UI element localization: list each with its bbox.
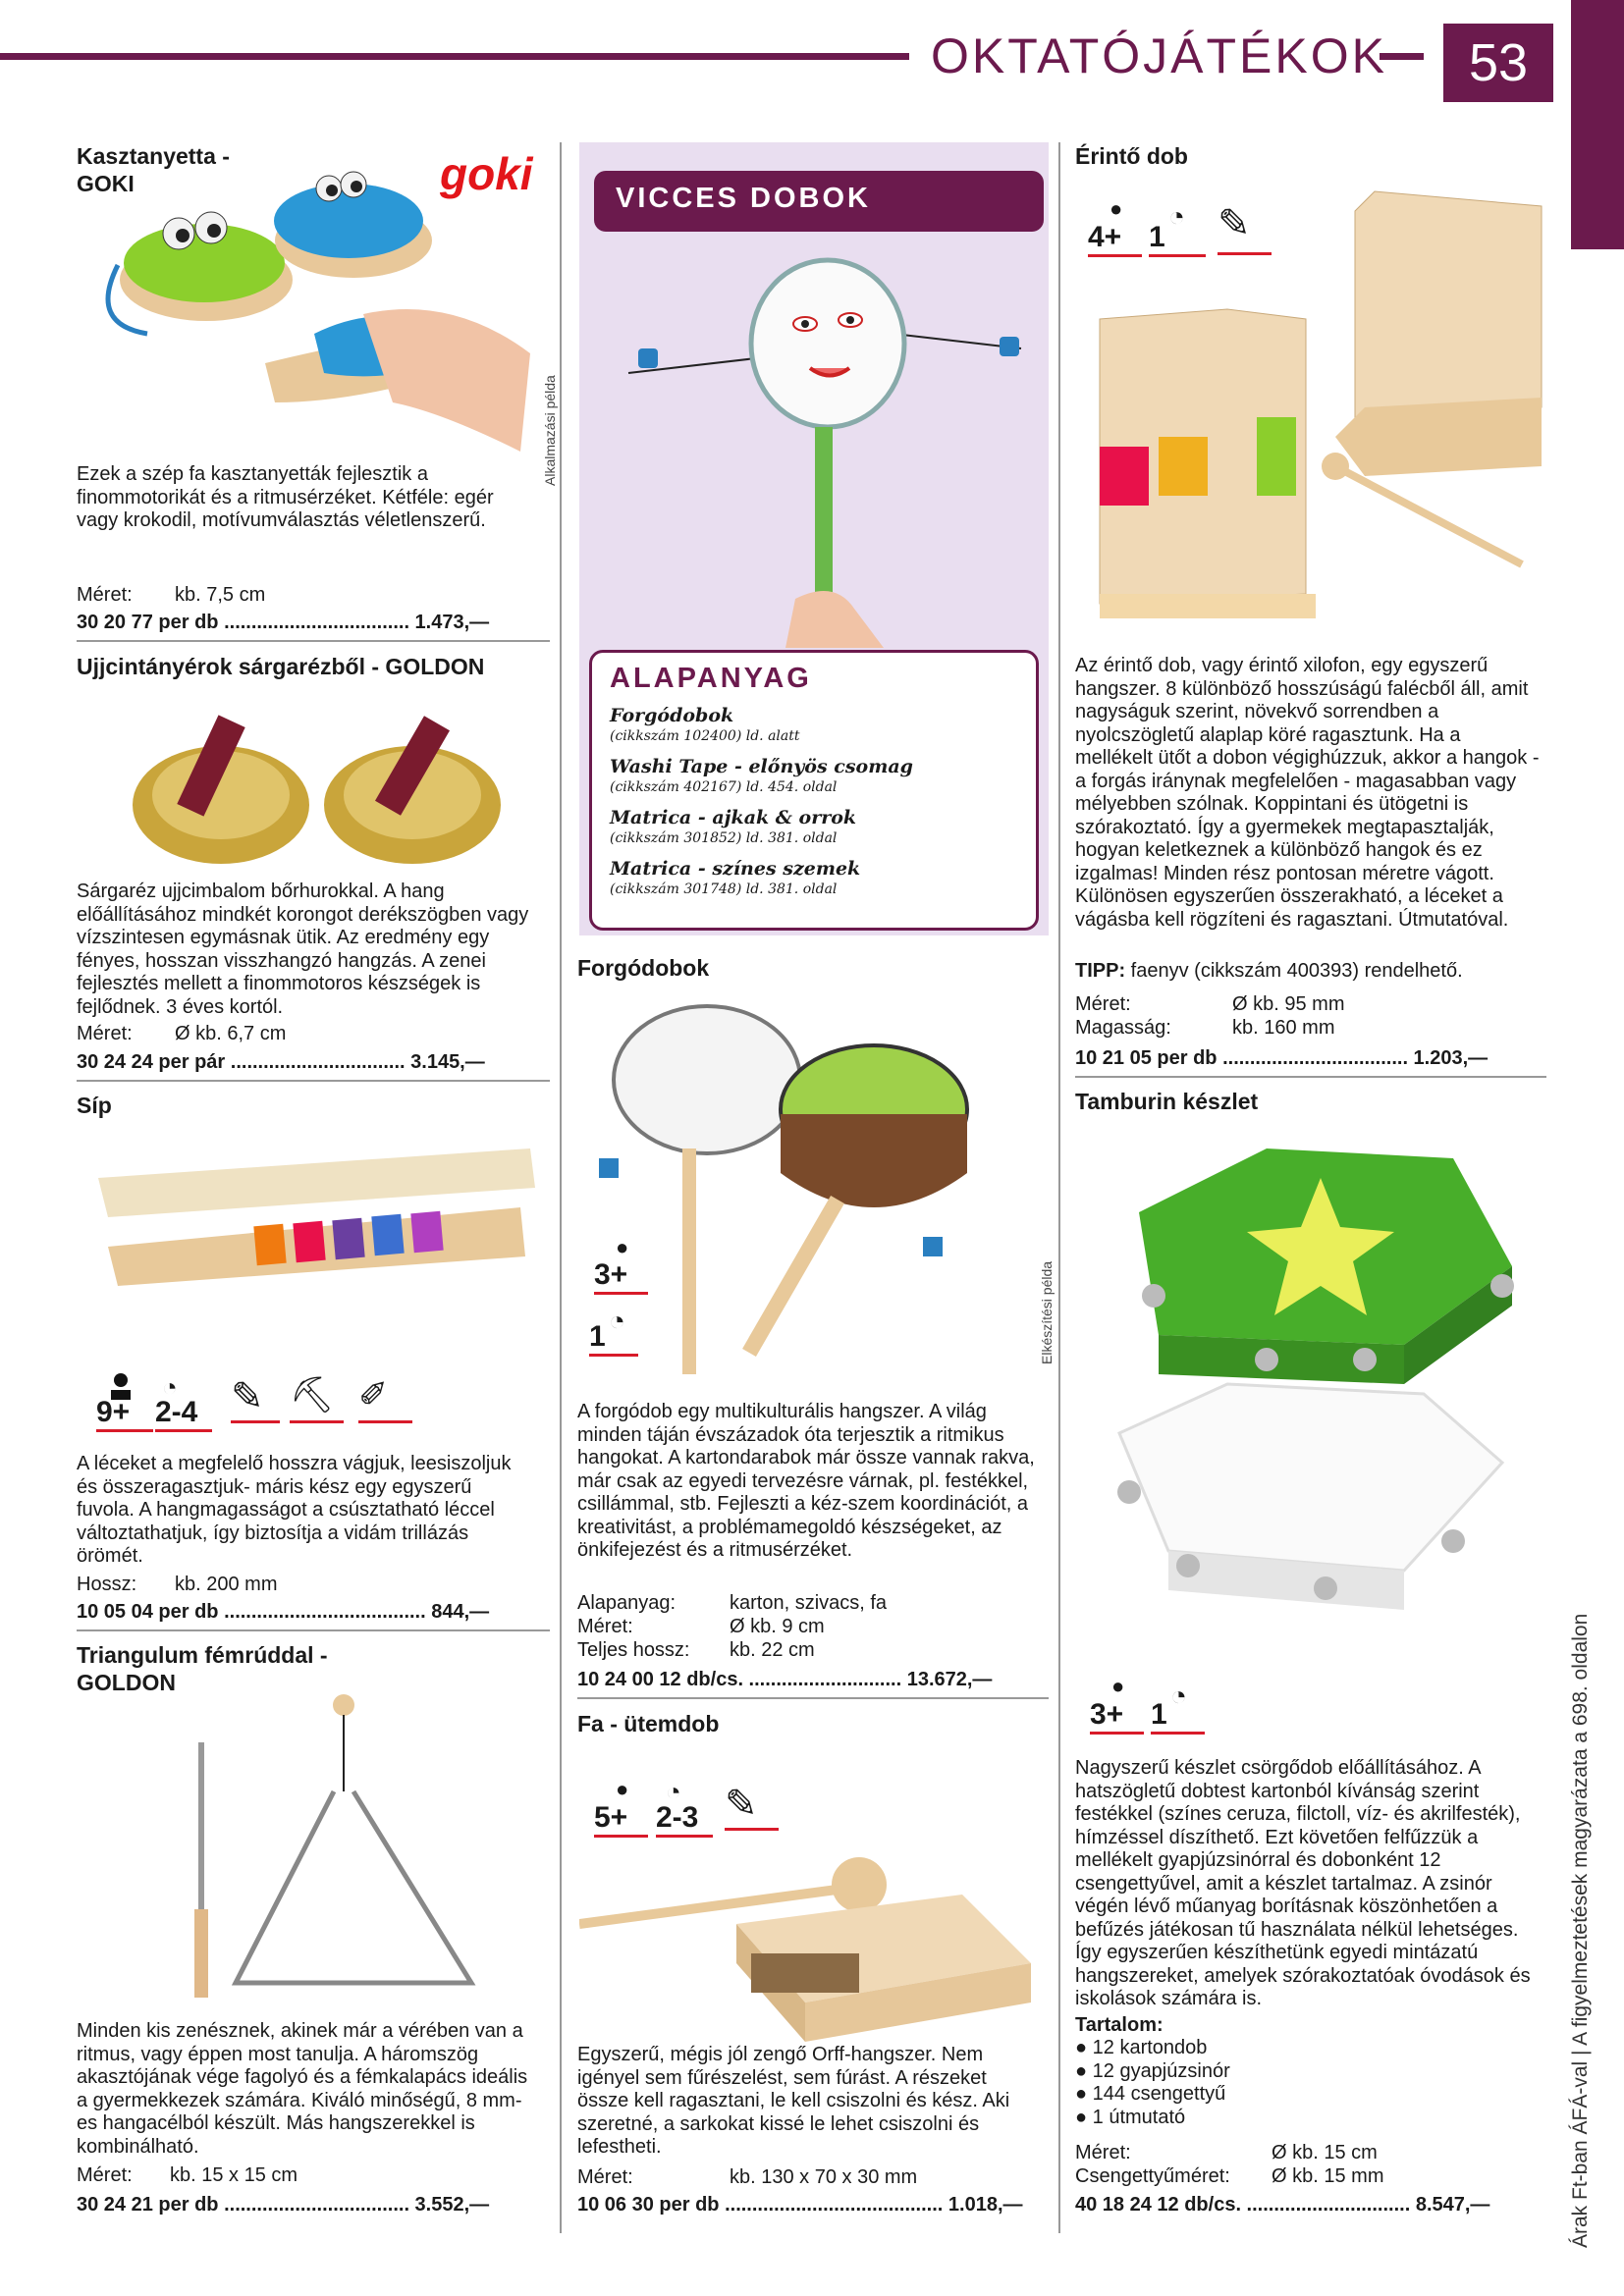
spec-forgodobok-3: Teljes hossz: kb. 22 cm [577,1639,815,1661]
desc-tamburin: Nagyszerű készlet csörgődob előállításához. A hatszögletű dobtest kartonból kívánság szerint festékkel (színes ceruza, filctoll, víz- és akrilfesték), hímzéssel díszíthető. Ezt követően felfűzzük a mellékelt gyapjúzsinórral és dobonként 12 csengettyűvel, amit a készlet tartalmaz. A zsinór végén lévő műanyag borításnak köszönhetően a befűzés játékosan tű használata nélkül lehetséges. Így egyszerűen készíthetünk egyedi mintázatú hangszereket, amelyek szórakoztatóak óvodások és iskolások számára is. [1075,1757,1531,2009]
clock-icon-fa: ◔ [666,1777,681,1806]
alap-item-2: Washi Tape - előnyös csomag [610,756,913,777]
spec-triangulum: Méret: kb. 15 x 15 cm [77,2164,298,2186]
desc-forgodobok: A forgódob egy multikulturális hangszer. A világ minden táján évszázadok óta terjesztik a ritmikus hangokat. A kartondarabok már össze vannak rakva, már csak az egyedi tervezésre várnak, pl. festékkel, csillámmal, stb. Fejleszti a kéz-szem koordinációt, a kreativitást, a problémamegoldó készségeket, az önkifejezést és a ritmusérzéket. [577,1401,1035,1561]
person-icon-erinto: ● [1110,196,1123,221]
spec-tamburin-2: Csengettyűméret: Ø kb. 15 mm [1075,2165,1384,2187]
price-forgodobok: 10 24 00 12 db/cs. ............................ 13.672,— [577,1666,1049,1699]
spec-erinto-1: Méret: Ø kb. 95 mm [1075,993,1345,1015]
clock-icon-erinto: ◔ [1168,201,1185,232]
funny-drum-photo [609,245,1051,648]
goki-logo: goki [440,148,533,199]
spec-tamburin-1: Méret: Ø kb. 15 cm [1075,2142,1378,2163]
column-divider-2 [1058,142,1060,2233]
alapanyag-heading: ALAPANYAG [610,663,812,694]
tambourine-photo [1080,1139,1542,1639]
alap-item-1: Forgódobok [610,705,734,726]
side-tab [1571,0,1624,249]
product-title-tamburin: Tamburin készlet [1075,1089,1259,1114]
header-rule-left [0,53,909,60]
spec-cintanyer: Méret: Ø kb. 6,7 cm [77,1023,287,1044]
clock-icon-sip: ◔ [162,1372,178,1402]
person-icon-fa: ● [616,1777,629,1801]
desc-fa-utemdob: Egyszerű, mégis jól zengő Orff-hangszer. Nem igényel sem fűrészelést, sem fúrást. A részeket össze kell ragasztani, le kell csiszolni és kész. Aki szeretné, a sarkokat kissé le lehet csiszolni és lefestheti. [577,2044,1010,2158]
spec-kasztanyetta: Méret: kb. 7,5 cm [77,584,266,606]
desc-cintanyer: Sárgaréz ujjcimbalom bőrhurokkal. A hang előállításához mindkét korongot derékszögben vagy vízszintesen egymásnak ütik. Az eredmény egy fényes, hosszan visszhangzó hangzás. A zenei fejlesztés mellett a finommotoros készségek is fejlődnek. 3 éves kortól. [77,881,529,1018]
cymbal-photo [128,697,511,874]
price-triangulum: 30 24 21 per db .................................. 3.552,— [77,2194,490,2216]
product-title-erinto-dob: Érintő dob [1075,143,1188,169]
desc-erinto-dob: Az érintő dob, vagy érintő xilofon, egy egyszerű hangszer. 8 különböző hosszúságú falécből áll, amit nagyságuk szerint, növekvő sorrendben a nyolcszögletű alaplap köré ragasztunk. Ha a mellékelt ütőt a dobon végighúzzuk, akkor a hangok - a forgás iránynak megfelelően - magasabban vagy mélyebben szólnak. Koppintani és ütögetni is szórakoztató. Így a gyermekek megtapasztalják, hogyan keletkeznek a különböző hangok és ez izgalmas! Minden rész pontosan méretre vágott. Különösen egyszerűen összerakható, a léceket a vágásba kell rögzíteni és ragasztani. Útmutatóval. [1075,655,1540,931]
age-label-forgodobok: 3+ [594,1258,648,1295]
glue-icon-fa: ✎ [725,1782,779,1831]
spin-drum-photo [589,1001,1041,1394]
tartalom-heading: Tartalom: [1075,2014,1164,2036]
age-label-erinto: 4+ [1088,221,1142,257]
glue-icon-erinto: ✎ [1218,201,1272,255]
tartalom-item-1: ● 12 kartondob [1075,2037,1208,2058]
age-label-sip: 9+ [96,1396,153,1432]
product-title-kasztanyetta: Kasztanyetta - GOKI [77,143,230,196]
wood-block-photo [579,1845,1041,2042]
alap-item-4: Matrica - színes szemek [610,858,861,880]
photo-label-forgodobok: Elkészítési példa [1039,1260,1055,1364]
age-label-fa: 5+ [594,1801,648,1838]
alap-ref-1: (cikkszám 102400) ld. alatt [610,728,800,744]
page-number: 53 [1443,24,1553,102]
alap-ref-2: (cikkszám 402167) ld. 454. oldal [610,779,838,795]
glue-icon-sip: ✎ [231,1374,280,1423]
alap-ref-4: (cikkszám 301748) ld. 381. oldal [610,881,838,897]
spec-sip: Hossz: kb. 200 mm [77,1574,278,1595]
product-title-sip: Síp [77,1093,112,1118]
product-title-triangulum: Triangulum fémrúddal - GOLDON [77,1642,328,1695]
product-title-fa-utemdob: Fa - ütemdob [577,1711,720,1736]
section-title: OKTATÓJÁTÉKOK [931,28,1387,83]
price-tamburin: 40 18 24 12 db/cs. .............................. 8.547,— [1075,2194,1490,2216]
file-icon-sip: ✐ [358,1374,412,1423]
time-label-sip: 2-4 [155,1396,212,1432]
desc-kasztanyetta: Ezek a szép fa kasztanyetták fejlesztik a finommotorikát és a ritmusérzéket. Kétféle: egér vagy krokodil, motívumválasztás véletlenszerű. [77,463,494,531]
clock-icon-tamburin: ◔ [1170,1681,1187,1711]
time-label-erinto: 1 [1149,221,1206,257]
price-note: Árak Ft-ban ÁFÁ-val | A figyelmeztetések magyarázata a 698. oldalon [1569,1613,1592,2248]
spec-forgodobok-2: Méret: Ø kb. 9 cm [577,1616,825,1637]
desc-triangulum: Minden kis zenésznek, akinek már a vérében van a ritmus, vagy éppen most tanulja. A háromszög akasztójának vége fagolyó és a fémkalapács ideális a gyermekkezek számára. Kiváló minőségű, 8 mm-es hangacélból készült. Más hangszerekkel is kombinálható. [77,2020,528,2158]
price-erinto-dob: 10 21 05 per db .................................. 1.203,— [1075,1044,1546,1078]
clock-icon-forgodobok: ◔ [609,1306,625,1336]
tartalom-item-3: ● 144 csengettyű [1075,2083,1226,2105]
desc-sip: A léceket a megfelelő hosszra vágjuk, leesiszoljuk és összeragasztjuk- máris kész egy egyszerű fuvola. A hangmagasságot a csúsztatható léccel változtathatjuk, így biztosítja a vidám trillázás örömét. [77,1453,512,1567]
tartalom-list [1075,2037,1230,2129]
alap-item-3: Matrica - ajkak & orrok [610,807,857,828]
product-title-forgodobok: Forgódobok [577,955,710,981]
tipp-erinto-dob: TIPP: faenyv (cikkszám 400393) rendelhető. [1075,960,1463,982]
tartalom-item-4: ● 1 útmutató [1075,2106,1186,2128]
person-icon-tamburin: ● [1111,1674,1125,1698]
tartalom-item-2: ● 12 gyapjúzsinór [1075,2059,1230,2082]
saw-icon-sip: ⛏ [290,1374,344,1423]
person-icon-forgodobok: ● [616,1235,629,1259]
whistle-photo [88,1139,540,1335]
spec-erinto-2: Magasság: kb. 160 mm [1075,1017,1335,1039]
photo-label-kasztanyetta: Alkalmazási példa [542,375,558,486]
price-fa-utemdob: 10 06 30 per db ........................................ 1.018,— [577,2194,1023,2216]
spec-forgodobok-1: Alapanyag: karton, szivacs, fa [577,1592,888,1614]
castanet-photo [88,147,540,461]
price-kasztanyetta: 30 20 77 per db .................................. 1.473,— [77,609,550,642]
spec-fa-utemdob: Méret: kb. 130 x 70 x 30 mm [577,2166,918,2188]
triangle-photo [177,1693,511,2017]
alap-ref-3: (cikkszám 301852) ld. 381. oldal [610,830,838,846]
alapanyag-box [589,650,1039,931]
product-title-cintanyer: Ujjcintányérok sárgarézből - GOLDON [77,654,485,679]
price-sip: 10 05 04 per db ..................................... 844,— [77,1598,550,1631]
column-divider-1 [560,142,562,2233]
time-label-fa: 2-3 [656,1801,713,1838]
touch-drum-photo [1080,172,1551,623]
time-label-forgodobok: 1 [589,1320,638,1357]
vicces-dobok-banner: VICCES DOBOK [594,171,1044,232]
age-label-tamburin: 3+ [1090,1698,1144,1735]
time-label-tamburin: 1 [1151,1698,1205,1735]
price-cintanyer: 30 24 24 per pár ................................ 3.145,— [77,1048,550,1082]
